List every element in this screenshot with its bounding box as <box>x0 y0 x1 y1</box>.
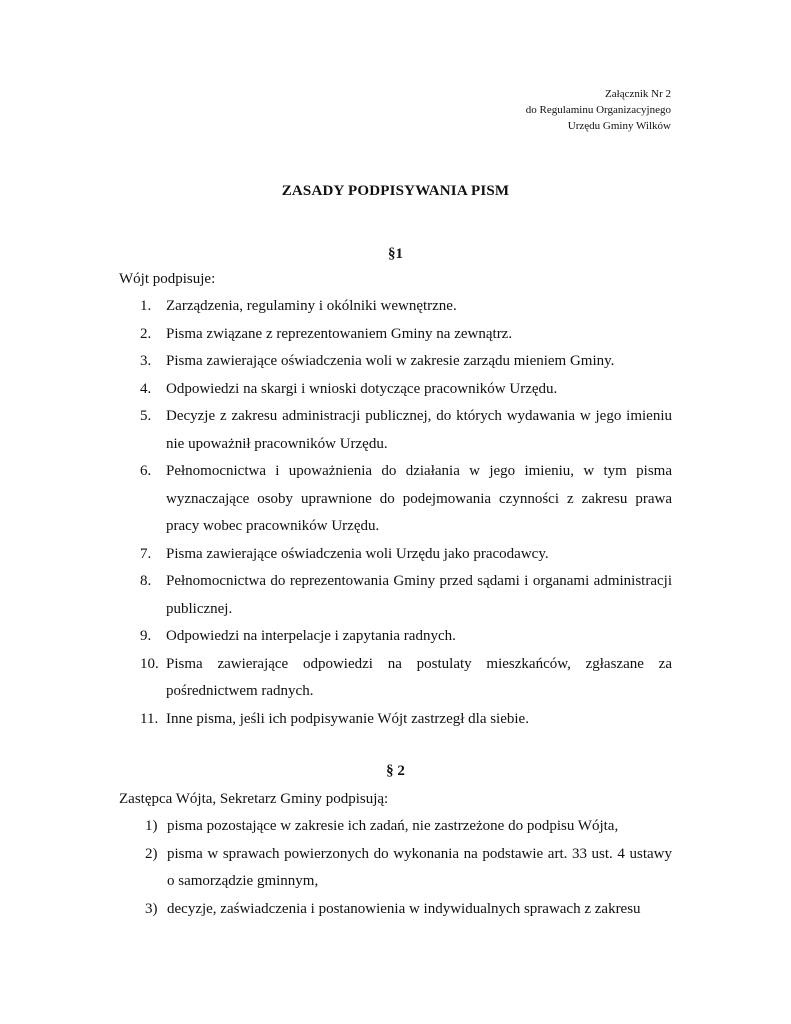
list-item-text: Zarządzenia, regulaminy i okólniki wewnętrzne. <box>166 298 457 314</box>
list-item <box>140 568 672 623</box>
list-item-number: 9. <box>140 628 152 644</box>
list-item <box>140 321 672 349</box>
list-item <box>140 458 672 541</box>
attachment-note-line-1: Załącznik Nr 2 <box>605 88 671 100</box>
list-item-number: 2. <box>140 325 152 342</box>
section-2-heading: § 2 <box>386 763 405 779</box>
list-item-text: Odpowiedzi na skargi i wnioski dotyczące pracowników Urzędu. <box>166 380 558 397</box>
list-item-text: Pełnomocnictwa i upoważnienia do działania w jego imieniu, w tym pisma wyznaczające osoby uprawnione do podejmowania czynności z zakresu prawa pracy wobec pracowników Urzędu. <box>166 463 672 534</box>
list-item <box>145 813 672 841</box>
list-item-text: Pełnomocnictwa do reprezentowania Gminy przed sądami i organami administracji publicznej. <box>166 573 672 617</box>
list-item-number: 11. <box>140 710 159 727</box>
document-title: ZASADY PODPISYWANIA PISM <box>281 183 510 199</box>
list-item-number: 1) <box>145 818 158 834</box>
list-item-text: Pisma zawierające odpowiedzi na postulaty mieszkańców, zgłaszane za pośrednictwem radnych. <box>166 655 672 699</box>
attachment-note <box>371 86 671 134</box>
list-item <box>140 376 672 404</box>
list-item-number: 4. <box>140 380 152 397</box>
list-item-text: Inne pisma, jeśli ich podpisywanie Wójt zastrzegł dla siebie. <box>166 710 529 727</box>
list-item-text: Pisma zawierające oświadczenia woli Urzędu jako pracodawcy. <box>166 545 549 562</box>
list-item-number: 1. <box>140 298 152 314</box>
section-2-intro: Zastępca Wójta, Sekretarz Gminy podpisują: <box>119 791 389 807</box>
list-item-text: Pisma związane z reprezentowaniem Gminy na zewnątrz. <box>166 325 513 342</box>
list-item <box>140 651 672 706</box>
attachment-note-line-3: Urzędu Gminy Wilków <box>567 120 671 132</box>
list-item <box>140 706 672 734</box>
list-item-number: 10. <box>140 655 159 672</box>
list-item-text: pisma pozostające w zakresie ich zadań, nie zastrzeżone do podpisu Wójta, <box>167 818 619 834</box>
list-item-number: 7. <box>140 545 152 562</box>
list-item-text: Decyzje z zakresu administracji publicznej, do których wydawania w jego imieniu nie upoważnił pracowników Urzędu. <box>166 408 672 452</box>
section-2-list <box>145 813 672 923</box>
list-item-text: decyzje, zaświadczenia i postanowienia w indywidualnych sprawach z zakresu <box>167 900 641 917</box>
list-item-number: 3) <box>145 900 158 917</box>
list-item <box>140 541 672 569</box>
list-item-number: 5. <box>140 408 152 424</box>
section-1-intro: Wójt podpisuje: <box>119 271 216 287</box>
list-item <box>145 841 672 896</box>
list-item <box>145 896 672 924</box>
section-1-list <box>140 293 672 733</box>
list-item-number: 3. <box>140 353 152 369</box>
list-item <box>140 623 672 651</box>
list-item <box>140 348 672 376</box>
list-item <box>140 403 672 458</box>
list-item-number: 6. <box>140 463 152 479</box>
list-item-number: 2) <box>145 845 158 862</box>
section-1-heading: §1 <box>388 246 403 262</box>
list-item-text: Odpowiedzi na interpelacje i zapytania radnych. <box>166 628 456 644</box>
list-item <box>140 293 672 321</box>
list-item-text: pisma w sprawach powierzonych do wykonania na podstawie art. 33 ust. 4 ustawy o samorządzie gminnym, <box>167 845 672 889</box>
attachment-note-line-2: do Regulaminu Organizacyjnego <box>525 104 671 116</box>
list-item-number: 8. <box>140 573 152 589</box>
list-item-text: Pisma zawierające oświadczenia woli w zakresie zarządu mieniem Gminy. <box>166 353 615 369</box>
